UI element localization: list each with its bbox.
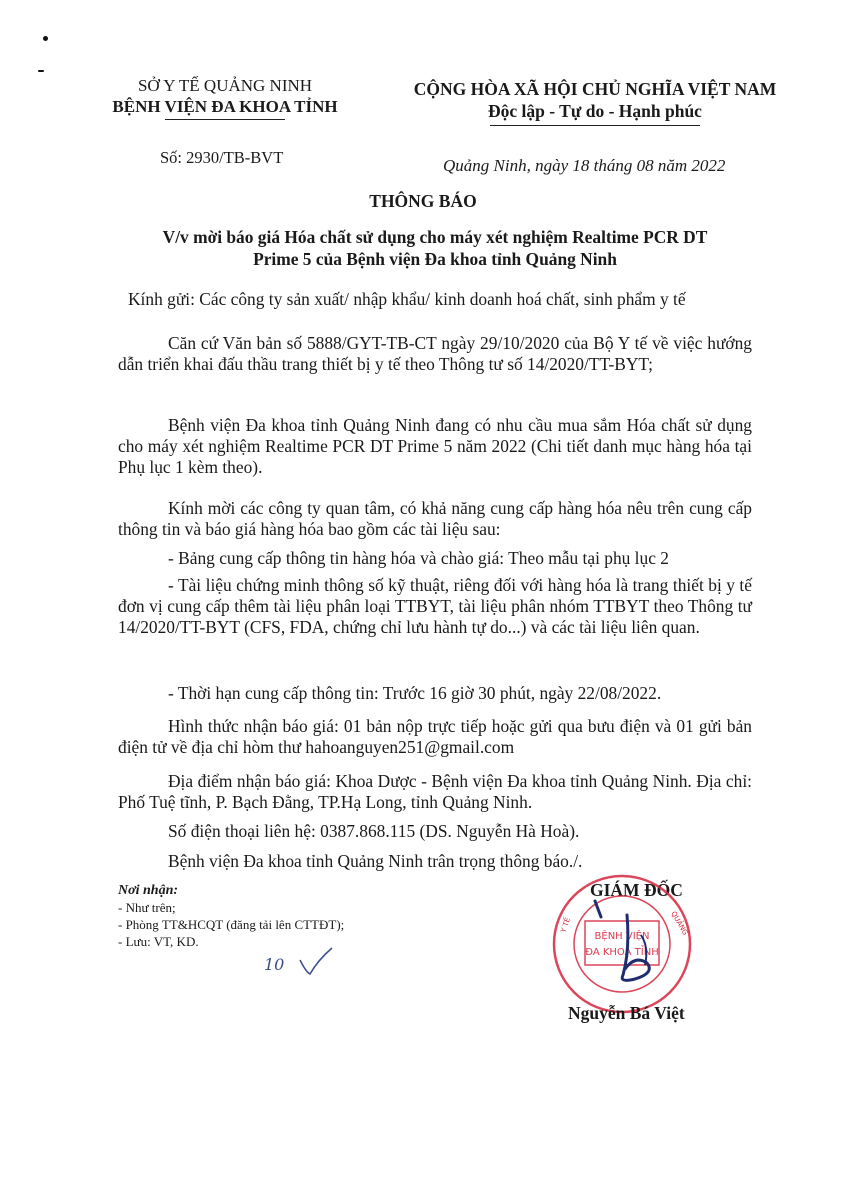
org-header xyxy=(95,75,355,120)
paragraph-closing: Bệnh viện Đa khoa tỉnh Quảng Ninh trân trọng thông báo./. xyxy=(168,851,583,871)
paragraph-legal-basis: Căn cứ Văn bản số 5888/GYT-TB-CT ngày 29/10/2020 của Bộ Y tế về việc hướng dẫn triển khai đấu thầu trang thiết bị y tế theo Thông tư số 14/2020/TT-BYT; xyxy=(118,333,752,374)
list-item-technical-docs: - Tài liệu chứng minh thông số kỹ thuật, riêng đối với hàng hóa là trang thiết bị y tế đơn vị cung cấp thêm tài liệu phân loại TTBYT, tài liệu phân nhóm TTBYT theo Thông tư 14/2020/TT-BYT (CFS, FDA, chứng chỉ lưu hành tự do...) và các tài liệu liên quan. xyxy=(118,575,752,637)
signature-title: GIÁM ĐỐC xyxy=(590,880,683,900)
list-item-price-sheet: - Bảng cung cấp thông tin hàng hóa và chào giá: Theo mẫu tại phụ lục 2 xyxy=(168,548,669,568)
scan-speck xyxy=(43,36,48,41)
svg-text:ĐA KHOA TỈNH: ĐA KHOA TỈNH xyxy=(585,947,659,958)
svg-text:QUẢNG: QUẢNG xyxy=(669,910,690,937)
document-number: Số: 2930/TB-BVT xyxy=(160,148,284,167)
org-line2: BỆNH VIỆN ĐA KHOA TỈNH xyxy=(112,97,338,116)
paragraph-phone: Số điện thoại liên hệ: 0387.868.115 (DS. Nguyễn Hà Hoà). xyxy=(168,821,580,841)
paragraph-invitation: Kính mời các công ty quan tâm, có khả năng cung cấp hàng hóa nêu trên cung cấp thông tin và báo giá hàng hóa bao gồm các tài liệu sau: xyxy=(118,498,752,539)
org-underline xyxy=(165,119,285,120)
org-line1: SỞ Y TẾ QUẢNG NINH xyxy=(137,76,313,95)
svg-text:BỆNH VIỆN: BỆNH VIỆN xyxy=(594,931,650,942)
signer-name: Nguyễn Bá Việt xyxy=(568,1003,685,1023)
paragraph-location: Địa điểm nhận báo giá: Khoa Dược - Bệnh viện Đa khoa tỉnh Quảng Ninh. Địa chỉ: Phố Tuệ tĩnh, P. Bạch Đằng, TP.Hạ Long, tỉnh Quảng Ninh. xyxy=(118,771,752,812)
svg-text:10: 10 xyxy=(264,955,285,974)
recipient-item: - Lưu: VT, KD. xyxy=(118,934,199,949)
document-heading: THÔNG BÁO xyxy=(369,191,477,211)
subject-line2: Prime 5 của Bệnh viện Đa khoa tỉnh Quảng Ninh xyxy=(253,249,617,269)
nation-underline xyxy=(490,125,700,126)
recipients-line: Kính gửi: Các công ty sản xuất/ nhập khẩu/ kinh doanh hoá chất, sinh phẩm y tế xyxy=(128,289,686,309)
handwritten-note xyxy=(262,942,342,982)
svg-text:Y TẾ: Y TẾ xyxy=(559,916,573,934)
recipient-item: - Như trên; xyxy=(118,900,176,915)
subject-line1: V/v mời báo giá Hóa chất sử dụng cho máy xét nghiệm Realtime PCR DT xyxy=(162,227,708,247)
recipients-block xyxy=(118,882,344,950)
paragraph-submission: Hình thức nhận báo giá: 01 bản nộp trực tiếp hoặc gửi qua bưu điện và 01 gửi bản điện tử về địa chỉ hòm thư hahoanguyen251@gmail.com xyxy=(118,716,752,757)
paragraph-need: Bệnh viện Đa khoa tỉnh Quảng Ninh đang có nhu cầu mua sắm Hóa chất sử dụng cho máy xét nghiệm Realtime PCR DT Prime 5 năm 2022 (Chi tiết danh mục hàng hóa tại Phụ lục 1 kèm theo). xyxy=(118,415,752,477)
nation-header xyxy=(390,78,800,126)
document-subject xyxy=(118,226,752,270)
nation-line2: Độc lập - Tự do - Hạnh phúc xyxy=(488,101,702,121)
signature-scribble xyxy=(575,895,685,995)
recipient-item: - Phòng TT&HCQT (đăng tải lên CTTĐT); xyxy=(118,917,345,932)
recipients-label: Nơi nhận: xyxy=(118,883,179,898)
place-date: Quảng Ninh, ngày 18 tháng 08 năm 2022 xyxy=(443,156,726,175)
list-item-deadline: - Thời hạn cung cấp thông tin: Trước 16 giờ 30 phút, ngày 22/08/2022. xyxy=(168,683,662,703)
nation-line1: CỘNG HÒA XÃ HỘI CHỦ NGHĨA VIỆT NAM xyxy=(413,79,777,99)
scan-speck xyxy=(38,70,44,72)
